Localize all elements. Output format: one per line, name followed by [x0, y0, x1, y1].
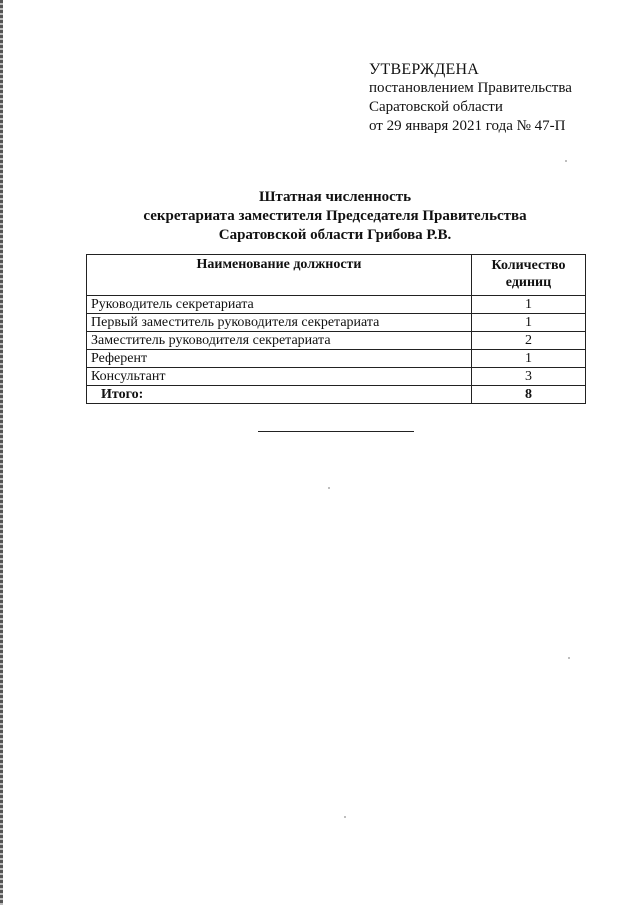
header-quantity-line-2: единиц — [505, 275, 552, 290]
title-line-1: Штатная численность — [258, 189, 412, 205]
position-quantity: 1 — [472, 296, 586, 314]
end-of-document-line — [258, 431, 414, 432]
document-title — [80, 188, 590, 245]
staff-table — [86, 254, 586, 404]
scan-edge — [0, 0, 3, 905]
position-quantity: 3 — [472, 368, 586, 386]
position-quantity: 1 — [472, 350, 586, 368]
header-quantity — [472, 255, 586, 296]
table-total-row — [87, 386, 586, 404]
scan-speck — [344, 816, 346, 818]
position-name: Руководитель секретариата — [87, 296, 472, 314]
scan-speck — [565, 160, 567, 162]
table-row — [87, 368, 586, 386]
table-row — [87, 314, 586, 332]
table-row — [87, 350, 586, 368]
total-quantity: 8 — [472, 386, 586, 404]
position-name: Заместитель руководителя секретариата — [87, 332, 472, 350]
total-label: Итого: — [87, 386, 472, 404]
scan-speck — [328, 487, 330, 489]
approval-line-region: Саратовской области — [369, 99, 503, 115]
table-row — [87, 332, 586, 350]
position-name: Референт — [87, 350, 472, 368]
scan-speck — [568, 657, 570, 659]
approval-line-decree: постановлением Правительства — [369, 80, 572, 96]
position-name: Консультант — [87, 368, 472, 386]
approval-block — [369, 60, 572, 136]
header-position-name: Наименование должности — [87, 255, 472, 296]
title-line-3: Саратовской области Грибова Р.В. — [218, 227, 452, 243]
approval-stamp: УТВЕРЖДЕНА — [369, 61, 480, 78]
position-name: Первый заместитель руководителя секретариата — [87, 314, 472, 332]
position-quantity: 2 — [472, 332, 586, 350]
position-quantity: 1 — [472, 314, 586, 332]
title-line-2: секретариата заместителя Председателя Правительства — [143, 208, 527, 224]
header-quantity-line-1: Количество — [491, 258, 566, 273]
table-row — [87, 296, 586, 314]
table-header-row — [87, 255, 586, 296]
approval-line-date: от 29 января 2021 года № 47-П — [369, 118, 566, 134]
